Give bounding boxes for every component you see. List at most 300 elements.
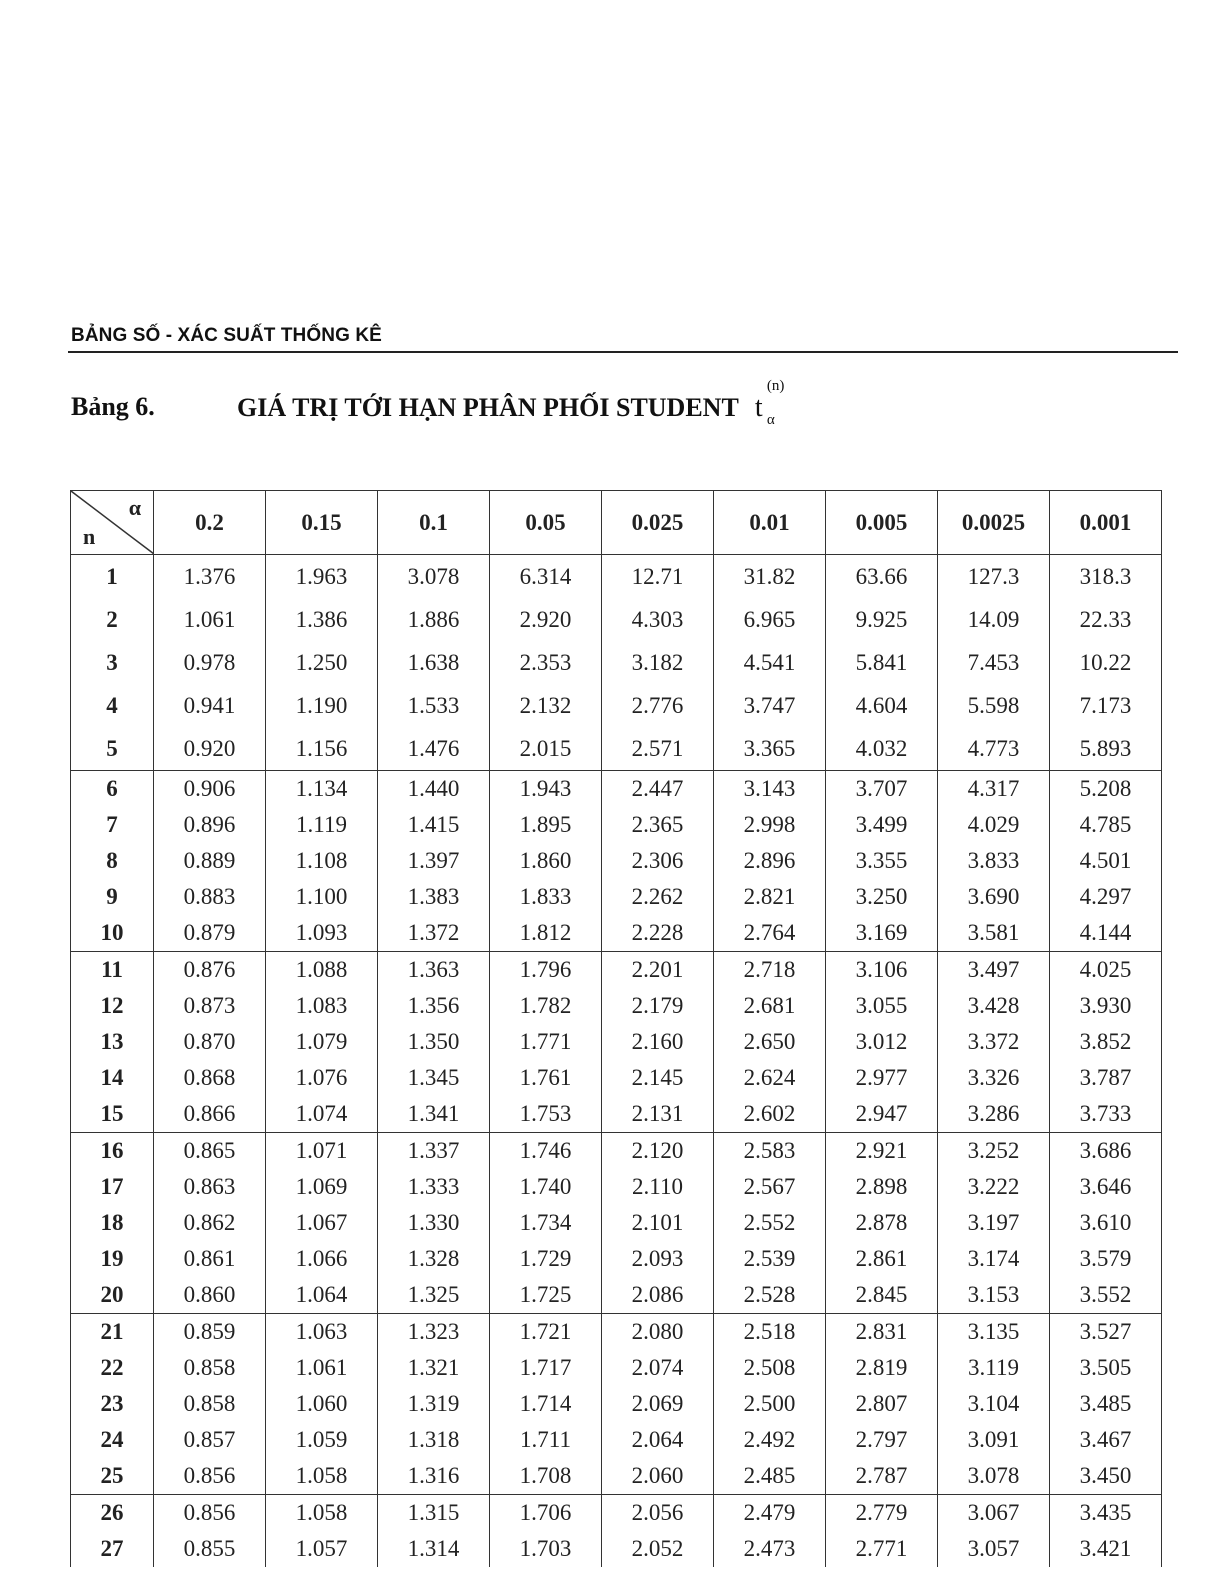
critical-value-cell: 2.101 — [602, 1205, 714, 1241]
critical-value-cell: 2.131 — [602, 1096, 714, 1133]
critical-value-cell: 0.857 — [154, 1422, 266, 1458]
critical-value-cell: 1.725 — [490, 1277, 602, 1314]
alpha-header: 0.0025 — [938, 491, 1050, 555]
critical-value-cell: 1.345 — [378, 1060, 490, 1096]
critical-value-cell: 6.965 — [714, 598, 826, 641]
critical-value-cell: 3.174 — [938, 1241, 1050, 1277]
critical-value-cell: 1.067 — [266, 1205, 378, 1241]
table-row — [71, 771, 1162, 808]
critical-value-cell: 2.797 — [826, 1422, 938, 1458]
critical-value-cell: 0.906 — [154, 771, 266, 808]
critical-value-cell: 2.052 — [602, 1531, 714, 1567]
critical-value-cell: 22.33 — [1050, 598, 1162, 641]
table-row — [71, 727, 1162, 771]
critical-value-cell: 2.583 — [714, 1133, 826, 1170]
row-n-label: 25 — [71, 1458, 154, 1495]
alpha-header: 0.15 — [266, 491, 378, 555]
table-row — [71, 952, 1162, 989]
critical-value-cell: 5.208 — [1050, 771, 1162, 808]
critical-value-cell: 3.707 — [826, 771, 938, 808]
critical-value-cell: 2.110 — [602, 1169, 714, 1205]
table-row — [71, 807, 1162, 843]
critical-value-cell: 1.093 — [266, 915, 378, 952]
critical-value-cell: 2.552 — [714, 1205, 826, 1241]
critical-value-cell: 3.435 — [1050, 1495, 1162, 1532]
critical-value-cell: 1.134 — [266, 771, 378, 808]
critical-value-cell: 3.119 — [938, 1350, 1050, 1386]
critical-value-cell: 7.453 — [938, 641, 1050, 684]
critical-value-cell: 1.721 — [490, 1314, 602, 1351]
critical-value-cell: 1.323 — [378, 1314, 490, 1351]
critical-value-cell: 4.785 — [1050, 807, 1162, 843]
row-n-label: 16 — [71, 1133, 154, 1170]
table-row — [71, 1133, 1162, 1170]
critical-value-cell: 1.638 — [378, 641, 490, 684]
critical-value-cell: 2.064 — [602, 1422, 714, 1458]
critical-value-cell: 2.776 — [602, 684, 714, 727]
critical-value-cell: 1.397 — [378, 843, 490, 879]
critical-value-cell: 1.079 — [266, 1024, 378, 1060]
critical-value-cell: 3.428 — [938, 988, 1050, 1024]
row-n-label: 23 — [71, 1386, 154, 1422]
critical-value-cell: 3.646 — [1050, 1169, 1162, 1205]
critical-value-cell: 1.363 — [378, 952, 490, 989]
critical-value-cell: 2.650 — [714, 1024, 826, 1060]
critical-value-cell: 0.941 — [154, 684, 266, 727]
row-n-label: 3 — [71, 641, 154, 684]
table-row — [71, 1422, 1162, 1458]
critical-value-cell: 0.889 — [154, 843, 266, 879]
critical-value-cell: 1.711 — [490, 1422, 602, 1458]
critical-value-cell: 3.286 — [938, 1096, 1050, 1133]
critical-value-cell: 1.383 — [378, 879, 490, 915]
critical-value-cell: 5.841 — [826, 641, 938, 684]
critical-value-cell: 1.476 — [378, 727, 490, 771]
table-row — [71, 1495, 1162, 1532]
critical-value-cell: 3.686 — [1050, 1133, 1162, 1170]
row-n-label: 13 — [71, 1024, 154, 1060]
critical-value-cell: 1.796 — [490, 952, 602, 989]
critical-value-cell: 2.920 — [490, 598, 602, 641]
critical-value-cell: 2.845 — [826, 1277, 938, 1314]
critical-value-cell: 2.160 — [602, 1024, 714, 1060]
table-row — [71, 843, 1162, 879]
critical-value-cell: 2.093 — [602, 1241, 714, 1277]
critical-value-cell: 2.306 — [602, 843, 714, 879]
critical-value-cell: 1.761 — [490, 1060, 602, 1096]
critical-value-cell: 2.896 — [714, 843, 826, 879]
row-n-label: 17 — [71, 1169, 154, 1205]
row-n-label: 27 — [71, 1531, 154, 1567]
critical-value-cell: 3.499 — [826, 807, 938, 843]
critical-value-cell: 1.074 — [266, 1096, 378, 1133]
critical-value-cell: 0.876 — [154, 952, 266, 989]
critical-value-cell: 0.879 — [154, 915, 266, 952]
row-n-label: 4 — [71, 684, 154, 727]
critical-value-cell: 0.855 — [154, 1531, 266, 1567]
critical-value-cell: 1.250 — [266, 641, 378, 684]
critical-value-cell: 9.925 — [826, 598, 938, 641]
alpha-header: 0.1 — [378, 491, 490, 555]
critical-value-cell: 1.060 — [266, 1386, 378, 1422]
critical-value-cell: 0.861 — [154, 1241, 266, 1277]
critical-value-cell: 3.450 — [1050, 1458, 1162, 1495]
critical-value-cell: 1.703 — [490, 1531, 602, 1567]
critical-value-cell: 3.252 — [938, 1133, 1050, 1170]
table-row — [71, 641, 1162, 684]
table-row — [71, 879, 1162, 915]
alpha-header: 0.025 — [602, 491, 714, 555]
critical-value-cell: 2.145 — [602, 1060, 714, 1096]
critical-value-cell: 2.518 — [714, 1314, 826, 1351]
critical-value-cell: 2.821 — [714, 879, 826, 915]
critical-value-cell: 0.863 — [154, 1169, 266, 1205]
critical-value-cell: 0.865 — [154, 1133, 266, 1170]
row-n-label: 11 — [71, 952, 154, 989]
critical-value-cell: 3.250 — [826, 879, 938, 915]
critical-value-cell: 1.315 — [378, 1495, 490, 1532]
row-n-label: 10 — [71, 915, 154, 952]
row-n-label: 6 — [71, 771, 154, 808]
critical-value-cell: 1.325 — [378, 1277, 490, 1314]
critical-value-cell: 318.3 — [1050, 555, 1162, 599]
critical-value-cell: 3.372 — [938, 1024, 1050, 1060]
critical-value-cell: 2.353 — [490, 641, 602, 684]
critical-value-cell: 2.179 — [602, 988, 714, 1024]
critical-value-cell: 0.870 — [154, 1024, 266, 1060]
critical-value-cell: 1.333 — [378, 1169, 490, 1205]
critical-value-cell: 3.467 — [1050, 1422, 1162, 1458]
row-n-label: 22 — [71, 1350, 154, 1386]
critical-value-cell: 2.539 — [714, 1241, 826, 1277]
critical-value-cell: 2.500 — [714, 1386, 826, 1422]
t-symbol-letter: t — [754, 392, 763, 423]
alpha-header: 0.2 — [154, 491, 266, 555]
critical-value-cell: 2.771 — [826, 1531, 938, 1567]
critical-value-cell: 1.440 — [378, 771, 490, 808]
critical-value-cell: 2.947 — [826, 1096, 938, 1133]
critical-value-cell: 2.819 — [826, 1350, 938, 1386]
critical-value-cell: 2.262 — [602, 879, 714, 915]
critical-value-cell: 2.485 — [714, 1458, 826, 1495]
critical-value-cell: 1.100 — [266, 879, 378, 915]
critical-value-cell: 1.833 — [490, 879, 602, 915]
table-row — [71, 1350, 1162, 1386]
critical-value-cell: 2.977 — [826, 1060, 938, 1096]
row-n-label: 19 — [71, 1241, 154, 1277]
critical-value-cell: 2.508 — [714, 1350, 826, 1386]
critical-value-cell: 1.895 — [490, 807, 602, 843]
critical-value-cell: 0.896 — [154, 807, 266, 843]
critical-value-cell: 1.753 — [490, 1096, 602, 1133]
critical-value-cell: 2.528 — [714, 1277, 826, 1314]
critical-value-cell: 4.025 — [1050, 952, 1162, 989]
critical-value-cell: 3.365 — [714, 727, 826, 771]
critical-value-cell: 14.09 — [938, 598, 1050, 641]
header-rule — [68, 351, 1178, 353]
critical-value-cell: 1.059 — [266, 1422, 378, 1458]
row-n-label: 15 — [71, 1096, 154, 1133]
critical-value-cell: 3.055 — [826, 988, 938, 1024]
critical-value-cell: 1.108 — [266, 843, 378, 879]
row-n-label: 14 — [71, 1060, 154, 1096]
critical-value-cell: 0.866 — [154, 1096, 266, 1133]
critical-value-cell: 1.740 — [490, 1169, 602, 1205]
critical-value-cell: 1.058 — [266, 1458, 378, 1495]
critical-value-cell: 3.355 — [826, 843, 938, 879]
critical-value-cell: 1.064 — [266, 1277, 378, 1314]
critical-value-cell: 1.088 — [266, 952, 378, 989]
critical-value-cell: 0.920 — [154, 727, 266, 771]
table-row — [71, 1314, 1162, 1351]
critical-value-cell: 3.169 — [826, 915, 938, 952]
critical-value-cell: 2.787 — [826, 1458, 938, 1495]
critical-value-cell: 2.132 — [490, 684, 602, 727]
critical-value-cell: 2.571 — [602, 727, 714, 771]
critical-value-cell: 3.733 — [1050, 1096, 1162, 1133]
critical-value-cell: 2.624 — [714, 1060, 826, 1096]
table-row — [71, 988, 1162, 1024]
table-number-label: Bảng 6. — [71, 392, 155, 421]
critical-value-cell: 3.326 — [938, 1060, 1050, 1096]
corner-n-label: n — [83, 524, 96, 549]
critical-value-cell: 2.921 — [826, 1133, 938, 1170]
row-n-label: 8 — [71, 843, 154, 879]
critical-value-cell: 2.681 — [714, 988, 826, 1024]
critical-value-cell: 2.602 — [714, 1096, 826, 1133]
critical-value-cell: 1.061 — [266, 1350, 378, 1386]
critical-value-cell: 2.878 — [826, 1205, 938, 1241]
critical-value-cell: 1.717 — [490, 1350, 602, 1386]
critical-value-cell: 1.782 — [490, 988, 602, 1024]
critical-value-cell: 3.485 — [1050, 1386, 1162, 1422]
critical-value-cell: 3.581 — [938, 915, 1050, 952]
critical-value-cell: 1.328 — [378, 1241, 490, 1277]
critical-value-cell: 3.135 — [938, 1314, 1050, 1351]
critical-value-cell: 1.386 — [266, 598, 378, 641]
critical-value-cell: 1.190 — [266, 684, 378, 727]
critical-value-cell: 2.228 — [602, 915, 714, 952]
table-row — [71, 1531, 1162, 1567]
table-row — [71, 1241, 1162, 1277]
critical-value-cell: 3.067 — [938, 1495, 1050, 1532]
row-n-label: 20 — [71, 1277, 154, 1314]
critical-value-cell: 3.078 — [378, 555, 490, 599]
critical-value-cell: 1.071 — [266, 1133, 378, 1170]
table-row — [71, 684, 1162, 727]
row-n-label: 2 — [71, 598, 154, 641]
alpha-header: 0.05 — [490, 491, 602, 555]
row-n-label: 9 — [71, 879, 154, 915]
critical-value-cell: 2.069 — [602, 1386, 714, 1422]
critical-value-cell: 1.943 — [490, 771, 602, 808]
table-body — [71, 555, 1162, 1568]
critical-value-cell: 4.144 — [1050, 915, 1162, 952]
critical-value-cell: 2.473 — [714, 1531, 826, 1567]
critical-value-cell: 1.706 — [490, 1495, 602, 1532]
critical-value-cell: 2.831 — [826, 1314, 938, 1351]
critical-value-cell: 0.859 — [154, 1314, 266, 1351]
critical-value-cell: 1.319 — [378, 1386, 490, 1422]
critical-value-cell: 3.552 — [1050, 1277, 1162, 1314]
critical-value-cell: 1.330 — [378, 1205, 490, 1241]
row-n-label: 26 — [71, 1495, 154, 1532]
table-row — [71, 1024, 1162, 1060]
critical-value-cell: 3.012 — [826, 1024, 938, 1060]
table-row — [71, 1169, 1162, 1205]
critical-value-cell: 1.533 — [378, 684, 490, 727]
critical-value-cell: 3.527 — [1050, 1314, 1162, 1351]
critical-value-cell: 2.074 — [602, 1350, 714, 1386]
critical-value-cell: 0.860 — [154, 1277, 266, 1314]
row-n-label: 7 — [71, 807, 154, 843]
critical-value-cell: 3.690 — [938, 879, 1050, 915]
critical-value-cell: 2.447 — [602, 771, 714, 808]
row-n-label: 21 — [71, 1314, 154, 1351]
table-row — [71, 555, 1162, 599]
critical-value-cell: 1.734 — [490, 1205, 602, 1241]
t-symbol-subscript: α — [766, 412, 775, 428]
critical-value-cell: 0.862 — [154, 1205, 266, 1241]
row-n-label: 24 — [71, 1422, 154, 1458]
critical-value-cell: 1.963 — [266, 555, 378, 599]
critical-value-cell: 1.316 — [378, 1458, 490, 1495]
critical-value-cell: 3.078 — [938, 1458, 1050, 1495]
critical-value-cell: 127.3 — [938, 555, 1050, 599]
critical-value-cell: 63.66 — [826, 555, 938, 599]
table-row — [71, 1205, 1162, 1241]
table-row — [71, 915, 1162, 952]
critical-value-cell: 2.056 — [602, 1495, 714, 1532]
critical-value-cell: 3.091 — [938, 1422, 1050, 1458]
critical-value-cell: 3.222 — [938, 1169, 1050, 1205]
critical-value-cell: 1.337 — [378, 1133, 490, 1170]
row-n-label: 12 — [71, 988, 154, 1024]
critical-value-cell: 1.314 — [378, 1531, 490, 1567]
critical-value-cell: 3.787 — [1050, 1060, 1162, 1096]
critical-value-cell: 1.350 — [378, 1024, 490, 1060]
alpha-header: 0.01 — [714, 491, 826, 555]
critical-value-cell: 3.497 — [938, 952, 1050, 989]
table-row — [71, 1458, 1162, 1495]
critical-value-cell: 0.883 — [154, 879, 266, 915]
critical-value-cell: 3.153 — [938, 1277, 1050, 1314]
critical-value-cell: 4.032 — [826, 727, 938, 771]
critical-value-cell: 1.156 — [266, 727, 378, 771]
critical-value-cell: 1.771 — [490, 1024, 602, 1060]
critical-value-cell: 2.764 — [714, 915, 826, 952]
critical-value-cell: 2.365 — [602, 807, 714, 843]
critical-value-cell: 5.893 — [1050, 727, 1162, 771]
critical-value-cell: 1.057 — [266, 1531, 378, 1567]
critical-value-cell: 2.086 — [602, 1277, 714, 1314]
critical-value-cell: 3.505 — [1050, 1350, 1162, 1386]
table-row — [71, 1386, 1162, 1422]
critical-value-cell: 1.341 — [378, 1096, 490, 1133]
critical-value-cell: 5.598 — [938, 684, 1050, 727]
critical-value-cell: 2.998 — [714, 807, 826, 843]
header-row — [71, 491, 1162, 555]
critical-value-cell: 0.856 — [154, 1458, 266, 1495]
critical-value-cell: 10.22 — [1050, 641, 1162, 684]
critical-value-cell: 3.610 — [1050, 1205, 1162, 1241]
critical-value-cell: 1.812 — [490, 915, 602, 952]
critical-value-cell: 2.861 — [826, 1241, 938, 1277]
critical-value-cell: 31.82 — [714, 555, 826, 599]
critical-value-cell: 12.71 — [602, 555, 714, 599]
critical-value-cell: 2.120 — [602, 1133, 714, 1170]
critical-value-cell: 0.858 — [154, 1350, 266, 1386]
table-row — [71, 598, 1162, 641]
critical-value-cell: 1.729 — [490, 1241, 602, 1277]
critical-value-cell: 1.708 — [490, 1458, 602, 1495]
critical-value-cell: 2.492 — [714, 1422, 826, 1458]
critical-value-cell: 1.714 — [490, 1386, 602, 1422]
critical-value-cell: 2.201 — [602, 952, 714, 989]
critical-value-cell: 1.069 — [266, 1169, 378, 1205]
critical-value-cell: 1.119 — [266, 807, 378, 843]
critical-value-cell: 1.061 — [154, 598, 266, 641]
critical-value-cell: 4.029 — [938, 807, 1050, 843]
critical-value-cell: 6.314 — [490, 555, 602, 599]
critical-value-cell: 1.058 — [266, 1495, 378, 1532]
critical-value-cell: 1.076 — [266, 1060, 378, 1096]
critical-value-cell: 0.868 — [154, 1060, 266, 1096]
critical-value-cell: 4.541 — [714, 641, 826, 684]
critical-value-cell: 2.718 — [714, 952, 826, 989]
critical-value-cell: 2.898 — [826, 1169, 938, 1205]
critical-value-cell: 1.321 — [378, 1350, 490, 1386]
critical-value-cell: 4.604 — [826, 684, 938, 727]
critical-value-cell: 3.143 — [714, 771, 826, 808]
t-symbol — [754, 378, 785, 428]
running-head-title: BẢNG SỐ - XÁC SUẤT THỐNG KÊ — [71, 325, 382, 346]
critical-value-cell: 1.372 — [378, 915, 490, 952]
critical-value-cell: 3.104 — [938, 1386, 1050, 1422]
corner-alpha-label: α — [128, 495, 141, 520]
critical-value-cell: 1.063 — [266, 1314, 378, 1351]
critical-value-cell: 4.317 — [938, 771, 1050, 808]
critical-value-cell: 2.015 — [490, 727, 602, 771]
row-n-label: 18 — [71, 1205, 154, 1241]
critical-value-cell: 7.173 — [1050, 684, 1162, 727]
critical-value-cell: 0.858 — [154, 1386, 266, 1422]
corner-cell — [71, 491, 154, 555]
critical-value-cell: 0.856 — [154, 1495, 266, 1532]
critical-value-cell: 3.057 — [938, 1531, 1050, 1567]
critical-value-cell: 2.807 — [826, 1386, 938, 1422]
critical-value-cell: 4.303 — [602, 598, 714, 641]
critical-value-cell: 1.356 — [378, 988, 490, 1024]
alpha-header: 0.005 — [826, 491, 938, 555]
critical-value-cell: 3.930 — [1050, 988, 1162, 1024]
t-symbol-superscript: (n) — [766, 378, 785, 394]
critical-value-cell: 3.421 — [1050, 1531, 1162, 1567]
critical-value-cell: 3.579 — [1050, 1241, 1162, 1277]
critical-value-cell: 3.747 — [714, 684, 826, 727]
critical-value-cell: 2.060 — [602, 1458, 714, 1495]
critical-value-cell: 3.197 — [938, 1205, 1050, 1241]
critical-value-cell: 4.297 — [1050, 879, 1162, 915]
alpha-header: 0.001 — [1050, 491, 1162, 555]
critical-value-cell: 0.873 — [154, 988, 266, 1024]
critical-value-cell: 1.886 — [378, 598, 490, 641]
critical-value-cell: 1.376 — [154, 555, 266, 599]
critical-value-cell: 1.860 — [490, 843, 602, 879]
row-n-label: 5 — [71, 727, 154, 771]
critical-value-cell: 2.779 — [826, 1495, 938, 1532]
row-n-label: 1 — [71, 555, 154, 599]
